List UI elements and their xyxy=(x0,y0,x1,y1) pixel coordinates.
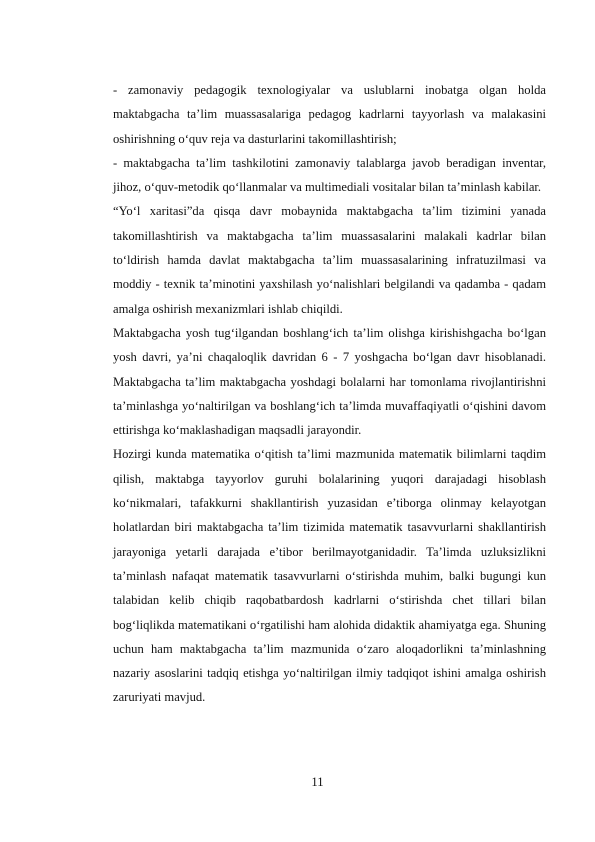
page-number: 11 xyxy=(311,775,324,789)
paragraph-3: “Yo‘l xaritasi”da qisqa davr mobaynida maktabgacha ta’lim tizimini yanada takomillashtirish va maktabgacha ta’lim muassasalarini malakali kadrlar bilan to‘ldirish hamda davlat maktabgacha ta’lim muassasalarining infratuzilmasi va moddiy - texnik ta’minotini yaxshilash yo‘nalishlari belgilandi va qadamba - qadam amalga oshirish mexanizmlari ishlab chiqildi. xyxy=(113,204,546,316)
document-body xyxy=(113,78,546,710)
paragraph-1: - zamonaviy pedagogik texnologiyalar va uslublarni inobatga olgan holda maktabgacha ta’lim muassasalariga pedagog kadrlarni tayyorlash va malakasini oshirishning o‘quv reja va dasturlarini takomillashtirish; xyxy=(113,83,546,146)
paragraph-2: - maktabgacha ta’lim tashkilotini zamonaviy talablarga javob beradigan inventar, jihoz, o‘quv-metodik qo‘llanmalar va multimediali vositalar bilan ta’minlash kabilar. xyxy=(113,155,546,195)
paragraph-4: Maktabgacha yosh tug‘ilgandan boshlang‘ich ta’lim olishga kirishishgacha bo‘lgan yosh davri, ya’ni chaqaloqlik davridan 6 - 7 yoshgacha bo‘lgan davr hisoblanadi. Maktabgacha ta’lim maktabgacha yoshdagi bolalarni har tomonlama rivojlantirishni ta’minlashga yo‘naltirilgan va boshlang‘ich ta’limda muvaffaqiyatli o‘qishini davom ettirishga ko‘maklashadigan maqsadli jarayondir. xyxy=(113,325,546,438)
paragraph-5: Hozirgi kunda matematika o‘qitish ta’limi mazmunida matematik bilimlarni taqdim qilish, maktabga tayyorlov guruhi bolalarining yuqori darajadagi hisoblash ko‘nikmalari, tafakkurni shakllantirish yuzasidan e’tiborga olinmay kelayotgan holatlardan biri maktabgacha ta’lim tizimida matematik tasavvurlarni shakllantirish jarayoniga yetarli darajada e’tibor berilmayotganidadir. Ta’limda uzluksizlikni ta’minlash nafaqat matematik tasavvurlarni o‘stirishda muhim, balki bugungi kun talabidan kelib chiqib raqobatbardosh kadrlarni o‘stirishda chet tillari bilan bog‘liqlikda matematikani o‘rgatilishi ham alohida didaktik ahamiyatga ega. Shuning uchun ham maktabgacha ta’lim mazmunida o‘zaro aloqadorlikni ta’minlashning nazariy asoslarini tadqiq etishga yo‘naltirilgan ilmiy tadqiqot ishini amalga oshirish zaruriyati mavjud. xyxy=(113,447,546,705)
